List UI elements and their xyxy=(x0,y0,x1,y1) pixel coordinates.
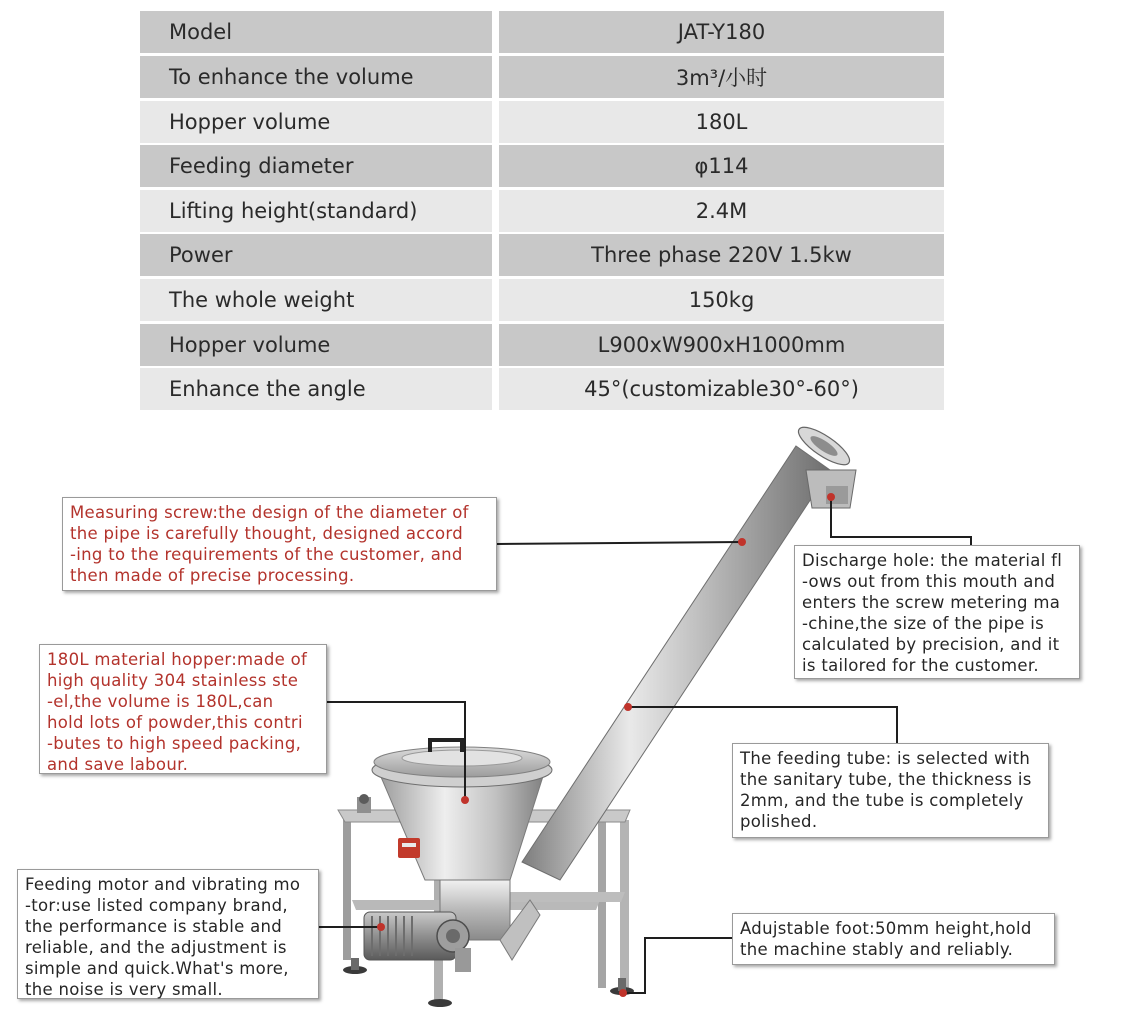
spec-label: Model xyxy=(140,11,492,53)
annotation-feeding-tube xyxy=(732,743,1049,838)
annotation-line: high quality 304 stainless ste xyxy=(47,671,299,690)
spec-value: 3m³/小时 xyxy=(499,56,944,98)
annotation-line: reliable, and the adjustment is xyxy=(25,938,287,957)
annotation-line: The feeding tube: is selected with xyxy=(740,749,1031,768)
annotation-line: hold lots of powder,this contri xyxy=(47,713,303,732)
adjustable-feet xyxy=(343,958,634,1007)
annotation-line: the sanitary tube, the thickness is xyxy=(740,770,1032,789)
annotation-line: is tailored for the customer. xyxy=(802,656,1039,675)
annotation-line: the pipe is carefully thought, designed accord xyxy=(70,524,463,543)
spec-value: L900xW900xH1000mm xyxy=(499,324,944,366)
annotation-line: the machine stably and reliably. xyxy=(740,940,1014,959)
annotation-line: -ows out from this mouth and xyxy=(802,572,1056,591)
spec-value: Three phase 220V 1.5kw xyxy=(499,234,944,276)
spec-label: To enhance the volume xyxy=(140,56,492,98)
annotation-line: -tor:use listed company brand, xyxy=(25,896,288,915)
spec-label: Hopper volume xyxy=(140,324,492,366)
spec-value: 2.4M xyxy=(499,190,944,232)
annotation-feeding-motor xyxy=(17,869,319,999)
spec-label: Power xyxy=(140,234,492,276)
annotation-line: 2mm, and the tube is completely xyxy=(740,791,1024,810)
spec-label: Feeding diameter xyxy=(140,145,492,187)
annotation-line: the noise is very small. xyxy=(25,980,223,999)
annotation-adjustable-foot xyxy=(732,913,1055,965)
annotation-line: simple and quick.What's more, xyxy=(25,959,289,978)
annotation-material-hopper xyxy=(39,644,327,774)
spec-value: φ114 xyxy=(499,145,944,187)
annotation-line: -el,the volume is 180L,can xyxy=(47,692,274,711)
annotation-line: polished. xyxy=(740,812,818,831)
annotation-line: Feeding motor and vibrating mo xyxy=(25,875,301,894)
annotation-line: Discharge hole: the material fl xyxy=(802,551,1063,570)
annotation-line: Measuring screw:the design of the diameter of xyxy=(70,503,469,522)
annotation-line: -ing to the requirements of the customer, and xyxy=(70,545,463,564)
annotation-line: then made of precise processing. xyxy=(70,566,355,585)
spec-label: Enhance the angle xyxy=(140,368,492,410)
spec-value: JAT-Y180 xyxy=(499,11,944,53)
annotation-line: and save labour. xyxy=(47,755,189,774)
annotation-measuring-screw xyxy=(62,497,497,591)
annotation-line: -butes to high speed packing, xyxy=(47,734,302,753)
annotation-line: enters the screw metering ma xyxy=(802,593,1061,612)
annotation-line: calculated by precision, and it xyxy=(802,635,1060,654)
spec-label: The whole weight xyxy=(140,279,492,321)
spec-value: 150kg xyxy=(499,279,944,321)
annotation-line: 180L material hopper:made of xyxy=(47,650,308,669)
spec-label: Lifting height(standard) xyxy=(140,190,492,232)
spec-value: 45°(customizable30°-60°) xyxy=(499,368,944,410)
annotation-line: Adujstable foot:50mm height,hold xyxy=(740,919,1032,938)
annotation-line: the performance is stable and xyxy=(25,917,283,936)
annotation-line: -chine,the size of the pipe is xyxy=(802,614,1045,633)
spec-label: Hopper volume xyxy=(140,101,492,143)
spec-value: 180L xyxy=(499,101,944,143)
annotation-discharge-hole xyxy=(794,545,1080,679)
